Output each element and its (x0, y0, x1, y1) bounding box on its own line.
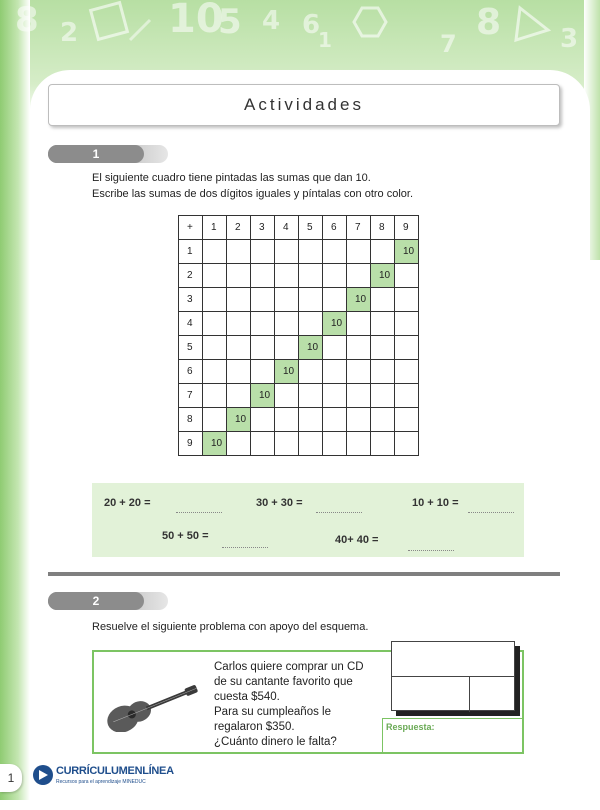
row-header: 5 (179, 336, 203, 360)
table-cell[interactable] (347, 360, 371, 384)
table-cell[interactable] (347, 408, 371, 432)
table-cell[interactable] (203, 384, 227, 408)
table-cell[interactable] (203, 312, 227, 336)
table-row (179, 360, 419, 384)
logo-tagline: Recursos para el aprendizaje MINEDUC (56, 779, 146, 785)
section-1-pill: 1 (48, 145, 144, 163)
answer-area-border (382, 718, 383, 754)
table-row (179, 336, 419, 360)
column-header: 6 (323, 216, 347, 240)
column-header: 3 (251, 216, 275, 240)
bar-scheme[interactable] (391, 641, 515, 711)
decor-number: 10 (168, 0, 224, 42)
section-2-pill: 2 (48, 592, 144, 610)
table-cell[interactable] (203, 336, 227, 360)
table-cell[interactable] (203, 264, 227, 288)
equation-1: 20 + 20 = (104, 497, 151, 509)
table-cell[interactable] (299, 360, 323, 384)
table-cell[interactable] (203, 408, 227, 432)
table-cell[interactable] (347, 432, 371, 456)
column-header: 8 (371, 216, 395, 240)
section-2-instruction: Resuelve el siguiente problema con apoyo del esquema. (92, 621, 369, 633)
section-divider (48, 572, 560, 576)
table-cell[interactable] (371, 360, 395, 384)
section-1-instruction-line-1: El siguiente cuadro tiene pintadas las sumas que dan 10. (92, 172, 371, 184)
table-cell[interactable] (395, 432, 419, 456)
curriculum-logo-icon (32, 764, 54, 786)
table-cell[interactable] (275, 408, 299, 432)
decor-number: 7 (440, 30, 457, 58)
table-cell[interactable] (347, 336, 371, 360)
addition-table (178, 215, 419, 456)
column-header: 9 (395, 216, 419, 240)
table-cell[interactable] (227, 384, 251, 408)
table-cell[interactable] (323, 264, 347, 288)
problem-line-6: ¿Cuánto dinero le falta? (214, 736, 337, 748)
equation-3: 10 + 10 = (412, 497, 459, 509)
table-cell[interactable] (323, 408, 347, 432)
table-cell[interactable] (299, 264, 323, 288)
sum-ten-cell: 10 (371, 264, 395, 288)
decor-shapes (0, 0, 600, 80)
row-header: 1 (179, 240, 203, 264)
table-cell[interactable] (323, 432, 347, 456)
table-cell[interactable] (203, 360, 227, 384)
table-cell[interactable] (395, 312, 419, 336)
table-cell[interactable] (371, 312, 395, 336)
sum-ten-cell: 10 (347, 288, 371, 312)
sum-ten-cell: 10 (227, 408, 251, 432)
table-row (179, 288, 419, 312)
sum-ten-cell: 10 (275, 360, 299, 384)
answer-blank-4[interactable] (222, 547, 268, 548)
answer-blank-5[interactable] (408, 550, 454, 551)
table-cell[interactable] (251, 288, 275, 312)
answer-separator (382, 718, 524, 719)
decor-number: 2 (60, 18, 79, 48)
table-cell[interactable] (227, 264, 251, 288)
guitar-image (100, 672, 204, 732)
table-cell[interactable] (203, 288, 227, 312)
sum-ten-cell: 10 (299, 336, 323, 360)
table-corner: + (179, 216, 203, 240)
answer-blank-1[interactable] (176, 512, 222, 513)
table-cell[interactable] (347, 240, 371, 264)
scheme-divider-vertical (469, 676, 470, 712)
answer-blank-2[interactable] (316, 512, 362, 513)
table-cell[interactable] (323, 288, 347, 312)
decor-number: 4 (262, 6, 281, 36)
decor-number: 5 (218, 2, 242, 42)
column-header: 5 (299, 216, 323, 240)
table-cell[interactable] (275, 312, 299, 336)
title-box (48, 84, 560, 126)
table-cell[interactable] (251, 360, 275, 384)
decor-hexagon-outline (354, 8, 386, 36)
section-1-instruction-line-2: Escribe las sumas de dos dígitos iguales y píntalas con otro color. (92, 188, 414, 200)
table-cell[interactable] (347, 264, 371, 288)
decor-number: 8 (476, 2, 502, 43)
problem-line-5: regalaron $350. (214, 721, 295, 733)
table-cell[interactable] (251, 336, 275, 360)
table-cell[interactable] (227, 432, 251, 456)
table-cell[interactable] (395, 288, 419, 312)
sum-ten-cell: 10 (251, 384, 275, 408)
decor-number: 6 (302, 10, 321, 40)
table-cell[interactable] (275, 336, 299, 360)
sum-ten-cell: 10 (323, 312, 347, 336)
table-cell[interactable] (275, 288, 299, 312)
page-number: 1 (0, 764, 22, 792)
table-cell[interactable] (371, 432, 395, 456)
table-row (179, 408, 419, 432)
table-cell[interactable] (323, 384, 347, 408)
equation-4: 50 + 50 = (162, 530, 209, 542)
table-cell[interactable] (251, 408, 275, 432)
column-header: 7 (347, 216, 371, 240)
table-row (179, 384, 419, 408)
table-cell[interactable] (347, 312, 371, 336)
table-cell[interactable] (395, 336, 419, 360)
column-header: 4 (275, 216, 299, 240)
table-cell[interactable] (371, 288, 395, 312)
table-cell[interactable] (395, 264, 419, 288)
table-cell[interactable] (275, 240, 299, 264)
row-header: 6 (179, 360, 203, 384)
decor-square-outline (91, 3, 128, 40)
table-cell[interactable] (227, 288, 251, 312)
table-cell[interactable] (347, 384, 371, 408)
equation-5: 40+ 40 = (335, 534, 379, 546)
page-title: Actividades (244, 95, 364, 114)
table-row (179, 312, 419, 336)
table-cell[interactable] (251, 312, 275, 336)
table-cell[interactable] (227, 360, 251, 384)
table-cell[interactable] (299, 432, 323, 456)
logo-wordmark: CURRÍCULUMENLÍNEA (56, 765, 174, 777)
column-header: 1 (203, 216, 227, 240)
table-cell[interactable] (371, 408, 395, 432)
table-cell[interactable] (323, 240, 347, 264)
table-cell[interactable] (275, 264, 299, 288)
table-cell[interactable] (299, 288, 323, 312)
scheme-divider-horizontal (392, 676, 514, 677)
row-header: 7 (179, 384, 203, 408)
table-cell[interactable] (251, 264, 275, 288)
answer-blank-3[interactable] (468, 512, 514, 513)
sum-ten-cell: 10 (395, 240, 419, 264)
table-cell[interactable] (371, 240, 395, 264)
decor-triangle-outline (516, 8, 548, 40)
answer-label: Respuesta: (386, 722, 435, 732)
problem-line-3: cuesta $540. (214, 691, 280, 703)
table-cell[interactable] (227, 336, 251, 360)
table-cell[interactable] (251, 432, 275, 456)
table-cell[interactable] (395, 408, 419, 432)
decor-number: 8 (15, 0, 39, 40)
table-cell[interactable] (275, 432, 299, 456)
table-cell[interactable] (299, 240, 323, 264)
column-header: 2 (227, 216, 251, 240)
problem-line-1: Carlos quiere comprar un CD (214, 661, 364, 673)
table-cell[interactable] (275, 384, 299, 408)
table-cell[interactable] (395, 360, 419, 384)
table-cell[interactable] (323, 336, 347, 360)
table-cell[interactable] (251, 240, 275, 264)
table-row (179, 240, 419, 264)
table-cell[interactable] (227, 312, 251, 336)
row-header: 9 (179, 432, 203, 456)
row-header: 2 (179, 264, 203, 288)
table-cell[interactable] (203, 240, 227, 264)
problem-line-2: de su cantante favorito que (214, 676, 353, 688)
table-cell[interactable] (299, 384, 323, 408)
row-header: 4 (179, 312, 203, 336)
table-cell[interactable] (227, 240, 251, 264)
problem-line-4: Para su cumpleaños le (214, 706, 331, 718)
table-header-row (179, 216, 419, 240)
left-edge-background (0, 0, 30, 800)
table-row (179, 432, 419, 456)
table-cell[interactable] (323, 360, 347, 384)
row-header: 8 (179, 408, 203, 432)
table-cell[interactable] (371, 336, 395, 360)
table-row (179, 264, 419, 288)
decor-number: 1 (318, 28, 332, 52)
row-header: 3 (179, 288, 203, 312)
table-cell[interactable] (395, 384, 419, 408)
table-cell[interactable] (371, 384, 395, 408)
exercise-box (92, 483, 524, 557)
equation-2: 30 + 30 = (256, 497, 303, 509)
table-cell[interactable] (299, 408, 323, 432)
table-cell[interactable] (299, 312, 323, 336)
sum-ten-cell: 10 (203, 432, 227, 456)
decor-line (130, 20, 150, 40)
decor-number: 3 (560, 24, 579, 54)
